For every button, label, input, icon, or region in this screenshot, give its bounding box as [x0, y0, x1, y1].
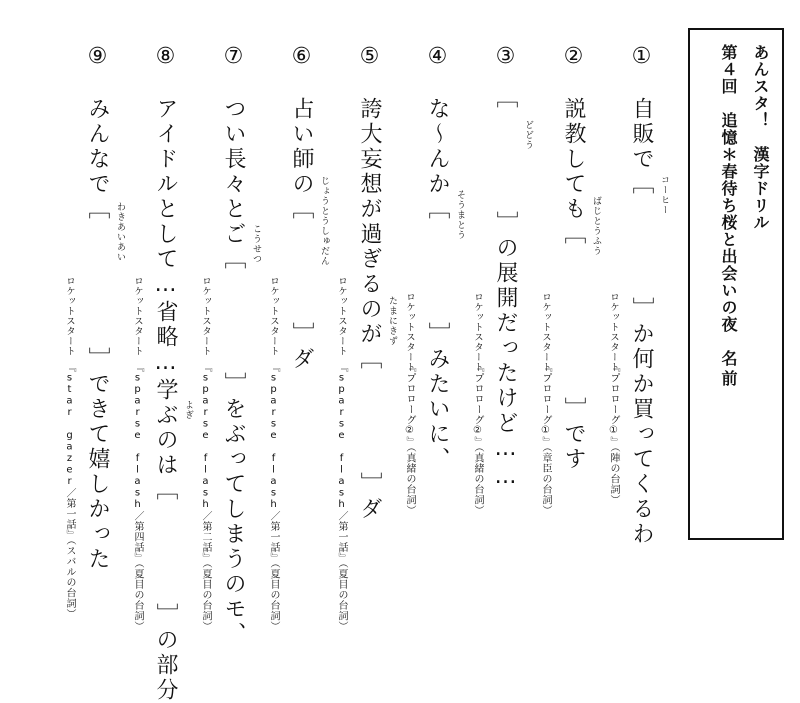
- title-box: [688, 28, 784, 540]
- question-9-citation: 『star gazer／第一話』（スバルの台詞）: [64, 362, 75, 619]
- question-1-reading: コーヒー: [659, 175, 669, 215]
- question-9-reading: わきあいあい: [115, 202, 125, 262]
- question-6-reading: じょうとうしゅだん: [319, 176, 329, 266]
- question-2-citation: 『プロローグ①』（章臣の台詞）: [540, 362, 551, 516]
- question-5: ⑤ 誇大妄想が過ぎるのが［ ］ダ: [357, 44, 382, 522]
- question-7-reading: こうせつ: [251, 224, 261, 264]
- question-4-source: ロケットスタート: [404, 292, 415, 372]
- question-6: ⑥ 占い師の［ ］ダ: [289, 44, 314, 372]
- question-7-citation: 『sparse flash／第二話』（夏目の台詞）: [200, 362, 211, 632]
- question-1: ① 自販で［ ］か何か買ってくるわ: [629, 44, 654, 547]
- question-3: ③ ［ ］の展開だったけど……: [493, 44, 518, 492]
- question-4: ④ な～んか［ ］みたいに、: [425, 44, 450, 472]
- drill-title: あんスタ！ 漢字ドリル: [751, 44, 770, 231]
- question-3-source: ロケットスタート: [472, 292, 483, 372]
- question-1-source: ロケットスタート: [608, 292, 619, 372]
- episode-title: 第４回 追憶＊春待ち桜と出会いの夜: [719, 44, 738, 333]
- question-9-source: ロケットスタート: [64, 276, 75, 356]
- question-2-source: ロケットスタート: [540, 292, 551, 372]
- question-7-source: ロケットスタート: [200, 276, 211, 356]
- question-3-citation: 『プロローグ②』（真緒の台詞）: [472, 362, 483, 516]
- question-5-source: ロケットスタート: [336, 276, 347, 356]
- question-8-reading: よぎ: [183, 400, 193, 420]
- question-6-citation: 『sparse flash／第一話』（夏目の台詞）: [268, 362, 279, 632]
- name-label: 名前: [719, 350, 738, 390]
- question-7: ⑦ つい長々とご［ ］をぶってしまうのモ、: [221, 44, 246, 647]
- question-9: ⑨ みんなで［ ］できて嬉しかった: [85, 44, 110, 572]
- question-2-reading: ばじとうふう: [591, 196, 601, 256]
- question-5-reading: たまにきず: [387, 296, 397, 346]
- question-6-source: ロケットスタート: [268, 276, 279, 356]
- question-4-citation: 『プロローグ②』（真緒の台詞）: [404, 362, 415, 516]
- question-8-citation: 『sparse flash／第四話』（夏目の台詞）: [132, 362, 143, 632]
- question-8-source: ロケットスタート: [132, 276, 143, 356]
- question-4-reading: そうまとう: [455, 190, 465, 240]
- question-8: ⑧ アイドルとして…省略…学ぶのは［ ］の部分: [153, 44, 178, 703]
- question-5-citation: 『sparse flash／第一話』（夏目の台詞）: [336, 362, 347, 632]
- question-2: ② 説教しても［ ］です: [561, 44, 586, 472]
- question-3-reading: どどう: [523, 120, 533, 150]
- question-1-citation: 『プロローグ①』（陣の台詞）: [608, 362, 619, 505]
